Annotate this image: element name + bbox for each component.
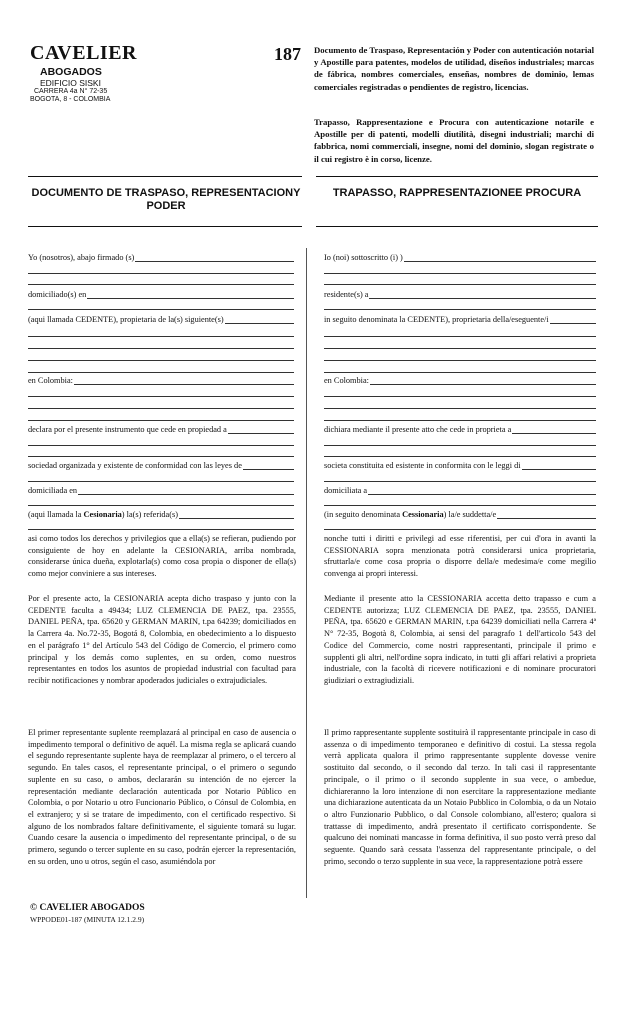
owned-items-field-it[interactable] [324, 314, 596, 324]
field-label: in seguito denominata la CEDENTE), proprietaria della/eseguente/i [324, 315, 549, 324]
blank-line[interactable] [28, 372, 294, 373]
colombia-field[interactable] [28, 375, 294, 385]
field-label: declara por el presente instrumento que cede en propiedad a [28, 425, 227, 434]
field-label: domiciliata a [324, 486, 368, 495]
blank-line[interactable] [28, 284, 294, 285]
blank-line[interactable] [28, 348, 294, 349]
assignee-domicile-field-it[interactable] [324, 485, 596, 495]
assignee-domicile-field[interactable] [28, 485, 294, 495]
field-label: domiciliado(s) en [28, 290, 87, 299]
blank-line[interactable] [324, 309, 596, 310]
blank-line[interactable] [324, 505, 596, 506]
signer-name-field[interactable] [28, 252, 294, 262]
blank-line[interactable] [324, 336, 596, 337]
blank-line[interactable] [28, 456, 294, 457]
blank-line[interactable] [324, 348, 596, 349]
firm-subtitle: ABOGADOS [40, 66, 102, 78]
blank-line[interactable] [324, 456, 596, 457]
field-label: Io (noi) sottoscritto (i) ) [324, 253, 403, 262]
blank-line[interactable] [324, 481, 596, 482]
residence-field-it[interactable] [324, 289, 596, 299]
clause-rights-es: asi como todos los derechos y privilegios que a ella(s) se refieran, pudiendo por consiguiente de hoy en adelante la CESIONARIA, arriba nombrada, considerarse única dueña, explotarla(s) como cosa propia o disponer de ella(s) como mejor conviniere a sus intereses. [28, 534, 296, 579]
clause-representatives-es: Por el presente acto, la CESIONARIA acepta dicho traspaso y junto con la CEDENTE faculta a 49434; LUZ CLEMENCIA DE PAEZ, tpa. 23555, DANIEL PEÑA, tpa. 65620 y GERMAN MARIN, t.pa 64239; domiciliados en la Carrera 4a. No.72-35, Bogotá 8, Colombia, en obedecimiento a lo dispuesto en el parágrafo 1° del Artículo 543 del Código de Comercio, el primero como principal y los demás como suplentes, en su orden, como nuestros representantes en todos los asuntos de propiedad industrial con facultad para recibir notificaciones y nombrar apoderados judiciales o extrajudiciales. [28, 594, 296, 685]
field-label: (aqui llamada la Cesionaria) la(s) referida(s) [28, 510, 178, 519]
blank-line[interactable] [324, 360, 596, 361]
assignee-field-it[interactable] [324, 424, 596, 434]
firm-building: EDIFICIO SISKI [40, 78, 101, 88]
heading-rule-right [316, 226, 598, 227]
heading-spanish: DOCUMENTO DE TRASPASO, REPRESENTACIONY PODER [31, 187, 301, 212]
blank-line[interactable] [324, 284, 596, 285]
header-rule-right [316, 176, 598, 177]
owned-items-field[interactable] [28, 314, 294, 324]
blank-line[interactable] [324, 273, 596, 274]
field-label: societa constituita ed esistente in conformita con le leggi di [324, 461, 521, 470]
blank-line[interactable] [28, 336, 294, 337]
blank-line[interactable] [324, 445, 596, 446]
blank-line[interactable] [28, 273, 294, 274]
clause-representatives-it: Mediante il presente atto la CESSIONARIA accetta detto trapasso e cum a CEDENTE autorizza; LUZ CLEMENCIA DE PAEZ, tpa. 23555, DANIEL PEÑA, tpa. 65620 e GERMAN MARIN, t.pa 64239 domiciliati nella Carrera 4ª N° 72-35, Bogotà 8, Colombia, ai sensi del paragrafo 1 dell'articolo 543 del Codice del Commercio, come nostri rappresentanti, principale il primo e supplenti gli altri, nell'ordine sopra indicato, in tutti gli affari relativi a proprieta industriale, con la facoltà di ricevere notificazioni e di nominare procuratori giudiziari o extragiudiziali. [324, 594, 596, 685]
clause-substitution-es: El primer representante suplente reemplazará al principal en caso de ausencia o impedimento temporal o definitivo de aquél. La misma regla se aplicará cuando el segundo representante suplente haya de reemplazar al primero, o el tercero al segundo. En tales casos, el representante principal, o el primero o segundo suplente en su caso, o ambos, declararán su intención de no ejercer la representación mediante declaración autenticada por Notario Público en Colombia, o por Notario u otro Funcionario Público, o Cónsul de Colombia, en el extranjero; y si se tratare de impedimento, con el certificado respectivo. Si alguno de los nombrados faltare definitivamente, el siguiente tomará su lugar. Cuando cesare la ausencia o impedimento del representante principal, o de su primero, segundo o tercer suplente en su caso, podrán ejercer la representación, en su orden, uno u otros, según el caso, asumiéndola por [28, 728, 296, 866]
blank-line[interactable] [28, 309, 294, 310]
laws-of-field[interactable] [28, 460, 294, 470]
heading-rule-left [28, 226, 302, 227]
firm-address-line1: CARRERA 4a N° 72-35 [34, 88, 108, 95]
referred-items-field-it[interactable] [324, 509, 596, 519]
field-label: (aqui llamada CEDENTE), propietaria de la(s) siguiente(s) [28, 315, 224, 324]
header-rule-left [28, 176, 302, 177]
firm-address-line2: BOGOTA, 8 - COLOMBIA [30, 96, 111, 103]
description-italian: Trapasso, Rappresentazione e Procura con autenticazione notarile e Apostille per di patenti, modelli diutilità, disegni industriali; marchi di fabbrica, nomi commerciali, insegne, nomi del dominio, slogan registrate o il cui registro è in corso, licenze. [314, 117, 594, 164]
field-label: dichiara mediante il presente atto che cede in proprieta a [324, 425, 512, 434]
colombia-field-it[interactable] [324, 375, 596, 385]
blank-line[interactable] [324, 396, 596, 397]
field-label: domiciliada en [28, 486, 78, 495]
field-label: Yo (nosotros), abajo firmado (s) [28, 253, 135, 262]
blank-line[interactable] [324, 420, 596, 421]
referred-items-field[interactable] [28, 509, 294, 519]
laws-of-field-it[interactable] [324, 460, 596, 470]
heading-italian: TRAPASSO, RAPPRESENTAZIONEE PROCURA [332, 187, 582, 199]
blank-line[interactable] [28, 420, 294, 421]
domicile-field[interactable] [28, 289, 294, 299]
blank-line[interactable] [28, 408, 294, 409]
blank-line[interactable] [28, 396, 294, 397]
clause-substitution-it: Il primo rappresentante supplente sostituirà il rappresentante principale in caso di assenza o di impedimento temporaneo e definitivo di costui. La stessa regola verrà applicata qualora il primo rappresentante supplente dovesse venire sostituito dal secondo, o il secondo dal terzo. In tali casi il rappresentante principale, o il primo o il secondo supplente in sua vece, o ambedue, dichiareranno la loro intenzione di non esercitare la rappresentazione mediante una dichiarazione autenticata da un Notaio Pubblico in Colombia, o da un Notaio o altro Funzionario Pubblico, o dal Console colombiano, all'estero; qualora si trattasse di impedimento, andrà presentato il certificato corrispondente. Se qualcuno dei nominati mancasse in forma definitiva, il suo posto verrà preso dal seguente. Quando sarà cessata l'assenza del rappresentante principale, o del primo, secondo o terzo supplente in sua vece, la rappresentazione potrà essere [324, 728, 596, 866]
field-label: sociedad organizada y existente de conformidad con las leyes de [28, 461, 242, 470]
document-number: 187 [274, 44, 301, 64]
field-label: en Colombia: [28, 376, 73, 385]
description-spanish: Documento de Traspaso, Representación y Poder con autenticación notarial y Apostille para patentes, modelos de utilidad, diseños industriales; marcas de fábrica, nombres comerciales, enseñas, nombres de dominio, lemas comerciales registradas o pendientes de registro, licencias. [314, 45, 594, 92]
blank-line[interactable] [324, 408, 596, 409]
assignee-field[interactable] [28, 424, 294, 434]
field-label: en Colombia: [324, 376, 369, 385]
signer-name-field-it[interactable] [324, 252, 596, 262]
blank-line[interactable] [28, 481, 294, 482]
firm-name: CAVELIER [30, 42, 137, 64]
blank-line[interactable] [28, 360, 294, 361]
column-separator [306, 248, 307, 898]
blank-line[interactable] [28, 445, 294, 446]
field-label: residente(s) a [324, 290, 369, 299]
blank-line[interactable] [324, 372, 596, 373]
blank-line[interactable] [28, 529, 294, 530]
blank-line[interactable] [28, 505, 294, 506]
footer-form-code: WPPODE01-187 (MINUTA 12.1.2.9) [30, 915, 145, 924]
footer-copyright: © CAVELIER ABOGADOS [30, 903, 145, 913]
field-label: (in seguito denominata Cessionaria) la/e suddetta/e [324, 510, 497, 519]
blank-line[interactable] [324, 529, 596, 530]
clause-rights-it: nonche tutti i diritti e privilegi ad esse riferentisi, per cui d'ora in avanti la CESSIONARIA sopra menzionata potrà considerarsi unica proprietaria, sfruttarla/e come cosa propria o disporre della/e medesima/e come megilio convenga ai propri interessi. [324, 534, 596, 579]
